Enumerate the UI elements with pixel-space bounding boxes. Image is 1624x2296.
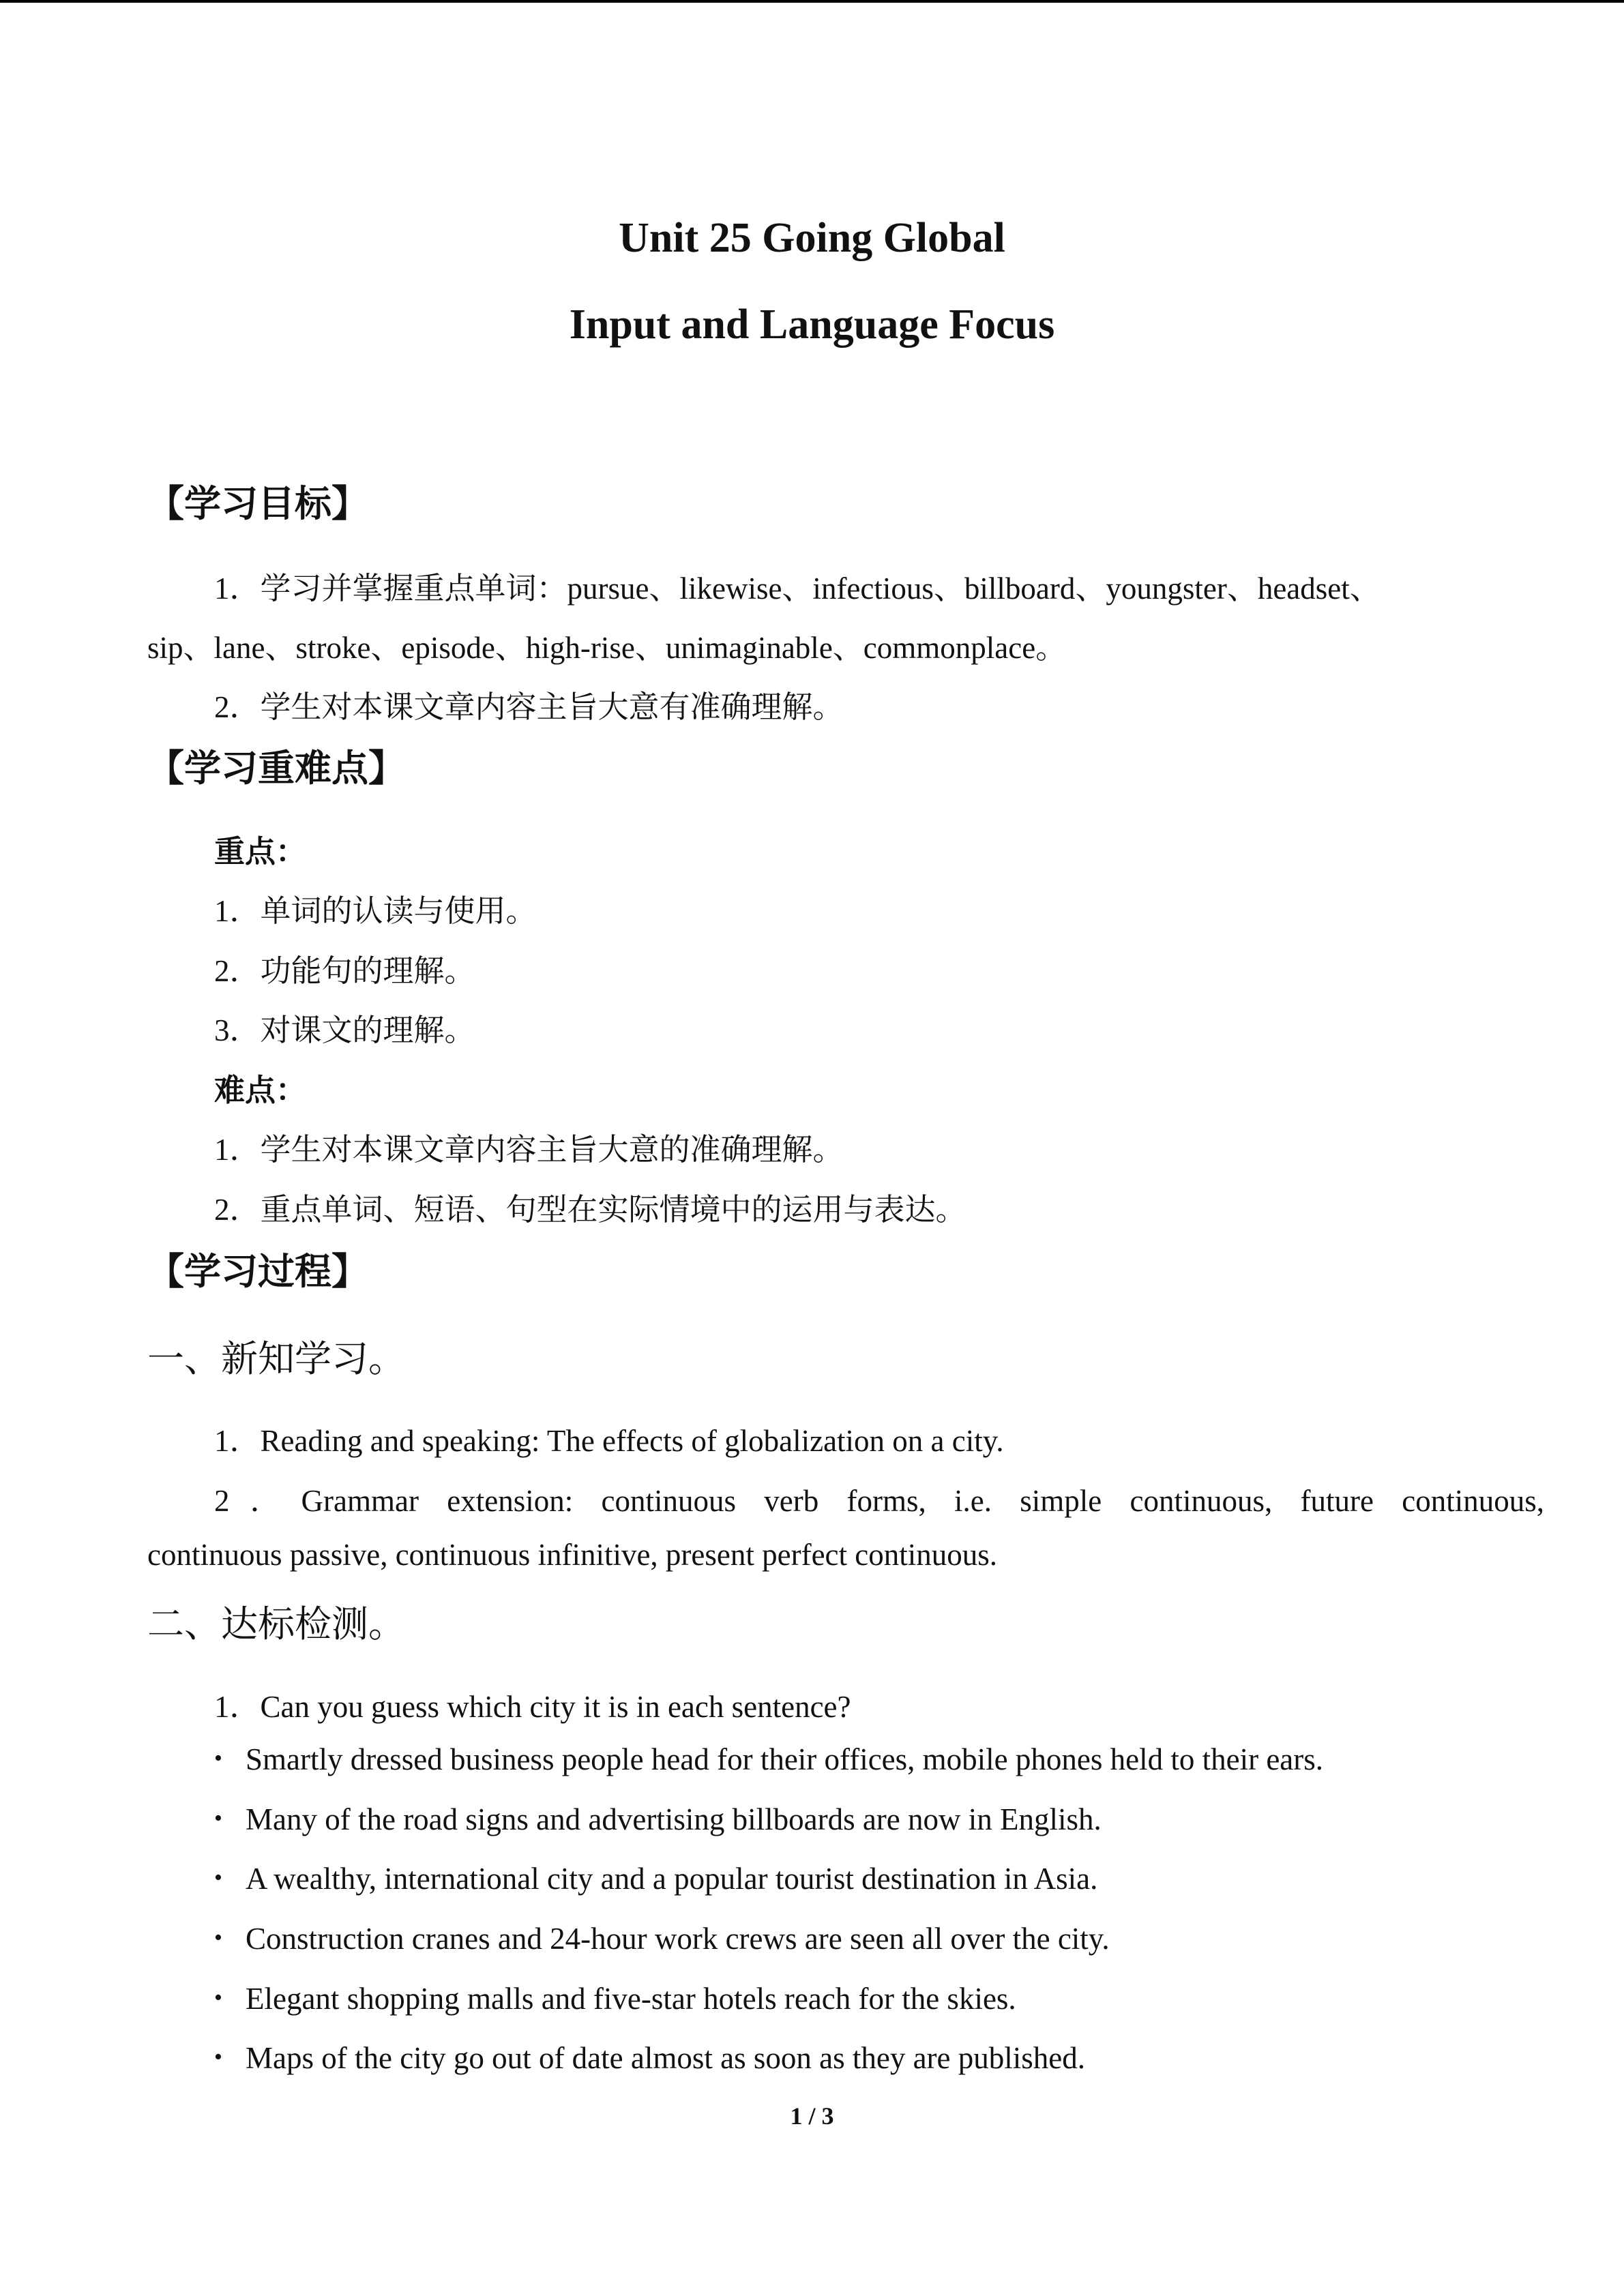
focus-item: 3．对课文的理解。 xyxy=(214,1013,475,1047)
bullet-item: Elegant shopping malls and five-star hotels reach for the skies. xyxy=(246,1982,1016,2016)
bullet-icon: • xyxy=(214,1746,222,1771)
key-points-heading: 【学习重难点】 xyxy=(147,748,405,789)
process-heading: 【学习过程】 xyxy=(147,1251,368,1292)
objectives-heading: 【学习目标】 xyxy=(147,483,368,524)
bullet-icon: • xyxy=(214,1925,222,1950)
part-2-item-1: 1．Can you guess which city it is in each sentence? xyxy=(214,1690,851,1724)
page-number: 1 / 3 xyxy=(790,2102,834,2130)
bullet-item: Construction cranes and 24-hour work crews are seen all over the city. xyxy=(246,1922,1110,1956)
part-1-item-1: 1．Reading and speaking: The effects of globalization on a city. xyxy=(214,1424,1004,1458)
part-1-item-2-line-2: continuous passive, continuous infinitive, present perfect continuous. xyxy=(147,1538,998,1572)
focus-item: 2．功能句的理解。 xyxy=(214,954,475,988)
part-1-item-2-line-1: 2．Grammar extension: continuous verb forms, i.e. simple continuous, future continuous, xyxy=(214,1484,1544,1518)
focus-item: 1．单词的认读与使用。 xyxy=(214,894,537,928)
objective-item-1-line-1: 1．学习并掌握重点单词：pursue、likewise、infectious、billboard、youngster、headset、 xyxy=(214,571,1381,606)
part-1-title: 一、新知学习。 xyxy=(147,1339,405,1380)
difficulty-label: 难点： xyxy=(214,1073,307,1107)
difficulty-item: 1．学生对本课文章内容主旨大意的准确理解。 xyxy=(214,1133,844,1167)
bullet-item: A wealthy, international city and a popular tourist destination in Asia. xyxy=(246,1862,1098,1896)
part-2-title: 二、达标检测。 xyxy=(147,1604,405,1645)
bullet-item: Maps of the city go out of date almost as soon as they are published. xyxy=(246,2041,1085,2075)
bullet-icon: • xyxy=(214,2044,222,2070)
bullet-icon: • xyxy=(214,1985,222,2010)
difficulty-item: 2．重点单词、短语、句型在实际情境中的运用与表达。 xyxy=(214,1193,966,1227)
bullet-icon: • xyxy=(214,1865,222,1890)
bullet-icon: • xyxy=(214,1806,222,1831)
bullet-item: Smartly dressed business people head for their offices, mobile phones held to their ears. xyxy=(246,1742,1324,1776)
objective-item-2: 2．学生对本课文章内容主旨大意有准确理解。 xyxy=(214,690,844,724)
document-title: Unit 25 Going Global xyxy=(619,215,1005,261)
bullet-item: Many of the road signs and advertising billboards are now in English. xyxy=(246,1802,1102,1836)
objective-item-1-line-2: sip、lane、stroke、episode、high-rise、unimaginable、commonplace。 xyxy=(147,631,1067,665)
focus-label: 重点： xyxy=(214,835,307,869)
document-subtitle: Input and Language Focus xyxy=(569,301,1055,348)
